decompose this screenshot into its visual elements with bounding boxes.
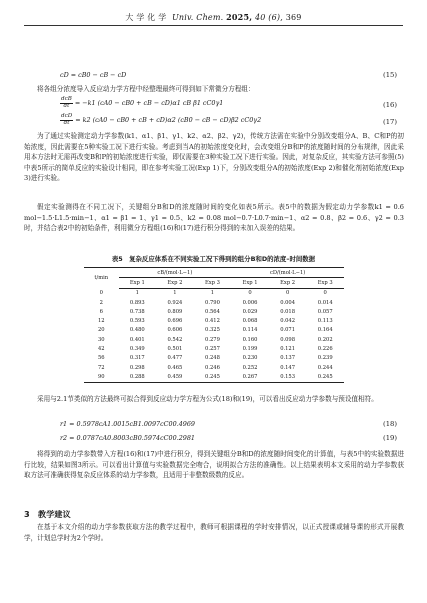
header-rule xyxy=(24,25,403,26)
table-cell: 0.252 xyxy=(242,364,258,371)
table-cell: 0.114 xyxy=(242,327,258,334)
table-row xyxy=(84,288,344,298)
table-cell-time: 90 xyxy=(84,372,119,382)
table-cell: 0.325 xyxy=(205,327,220,334)
section-3-heading: 3 教学建议 xyxy=(24,509,71,519)
table-cell: 0.257 xyxy=(205,346,220,353)
equation-15-number: (15) xyxy=(383,71,397,79)
table-cell: 0.164 xyxy=(317,327,333,334)
table-cell: 0.014 xyxy=(317,299,333,306)
table-row xyxy=(84,372,344,382)
table-cell: 0.246 xyxy=(205,364,220,371)
table-cell: 0.696 xyxy=(167,318,183,325)
table-cell: 0.279 xyxy=(205,336,220,343)
table-cell: 0.160 xyxy=(242,336,258,343)
table-cell: 0.738 xyxy=(129,308,145,315)
equation-19: r2 = 0.0787cA0.8003cB0.5974cC00.2981 xyxy=(60,434,195,442)
equation-16-lhs: $\frac{\text{dcB}}{dt}$ xyxy=(61,96,72,109)
table-cell: 0 xyxy=(323,290,327,297)
equation-17 xyxy=(60,114,261,126)
table-cell: 0.809 xyxy=(167,308,183,315)
equation-17-lhs: $\frac{\text{dcD}}{dt}$ xyxy=(61,113,73,126)
table-cell-time: 20 xyxy=(97,327,105,334)
table-5 xyxy=(84,267,344,383)
column-header-d-exp1: Exp 1 xyxy=(231,278,269,288)
column-header-time: t/min xyxy=(84,268,119,289)
table-cell: 0.239 xyxy=(317,355,333,362)
table-cell: 0.349 xyxy=(129,346,145,353)
table-cell: 0.121 xyxy=(280,346,296,353)
table-cell: 0.226 xyxy=(317,346,333,353)
equation-16-number: (16) xyxy=(383,101,397,109)
equation-16 xyxy=(60,97,223,109)
table-cell: 0.199 xyxy=(242,346,258,353)
equation-19-number: (19) xyxy=(383,434,397,442)
equation-17-rhs: = k2 (cA0 − cB0 + cB + cD)α2 (cB0 − cB − cD)β2 cC0γ2 xyxy=(75,116,262,125)
table-row xyxy=(84,316,344,325)
paragraph-experiment-design: 为了通过实验测定动力学参数(k1、α1、β1、γ1、k2、α2、β2、γ2)，传统方法需在实验中分别改变组分A、B、C和P的初始浓度，因此需要在5种实验工况下进行实验。考虑到当A的初始浓度变化时，会改变组分B和P的浓度随时间的分布规律，因此采用本方法时无需再改变B和P的初始浓度进行实验，即仅需要在3种实验工况下进行实验。因此，对复杂反应，其实验方法可参照(5)中表5所示的简单反应的实验设计相同，即在参考实验工况(Exp 1)下，分别改变组分A的初始浓度(Exp 2)和催化剂初始浓度(Exp 3)进行实验。 xyxy=(24,132,404,183)
table-cell: 0.018 xyxy=(280,308,296,315)
equation-15: cD = cB0 − cB − cD xyxy=(60,71,127,79)
equation-18: r1 = 0.5978cA1.0015cB1.0097cC00.4969 xyxy=(60,420,195,428)
table-5-caption: 表5 复杂反应体系在不同实验工况下得到的组分B和D的浓度–时间数据 xyxy=(111,255,316,263)
table-cell: 0.230 xyxy=(242,355,258,362)
table-cell: 0.288 xyxy=(119,372,157,382)
column-header-d-exp2: Exp 2 xyxy=(269,278,307,288)
column-group-d: cD/(mol·L−1) xyxy=(231,268,344,278)
table-cell: 0.113 xyxy=(317,318,333,325)
table-row xyxy=(84,298,344,307)
table-cell: 0.893 xyxy=(129,299,145,306)
journal-volume: 40 (6), xyxy=(254,13,283,22)
paragraph-fit-result: 采用与2.1节类似的方法最终可拟合得到反应动力学方程为公式(18)和(19)，可以看出反应动力学参数与预设值相符。 xyxy=(37,395,378,403)
table-5-body xyxy=(84,288,344,382)
journal-year: 2025, xyxy=(226,12,253,22)
table-cell-time: 6 xyxy=(99,308,103,315)
table-cell: 1 xyxy=(210,290,215,297)
table-cell: 1 xyxy=(135,290,139,297)
table-cell-time: 56 xyxy=(97,355,105,362)
table-cell: 0.298 xyxy=(129,364,145,371)
table-cell: 0.071 xyxy=(280,327,296,334)
table-cell: 0.029 xyxy=(242,308,258,315)
table-cell: 0.412 xyxy=(205,318,220,325)
table-cell: 0.501 xyxy=(167,346,183,353)
table-cell: 0.401 xyxy=(129,336,145,343)
table-cell: 0.153 xyxy=(269,372,307,382)
table-cell: 0.042 xyxy=(280,318,296,325)
table-cell: 0.790 xyxy=(205,299,220,306)
table-cell: 0.098 xyxy=(280,336,296,343)
table-cell: 1 xyxy=(173,290,177,297)
paragraph-intro: 将各组分浓度导入反应动力学方程中经整理最终可得到如下常微分方程组： xyxy=(37,85,255,93)
paragraph-teaching-suggestion: 在基于本文介绍的动力学参数获取方法的教学过程中，教师可根据课程的学时安排情况，以正式授课或辅导课的形式开展教学，计划总学时为2个学时。 xyxy=(24,523,404,542)
column-group-b: cB/(mol·L−1) xyxy=(119,268,232,278)
table-row xyxy=(84,326,344,335)
table-cell: 0.248 xyxy=(205,355,220,362)
table-row xyxy=(84,344,344,353)
table-cell: 0.057 xyxy=(317,308,333,315)
table-cell-time: 72 xyxy=(97,364,105,371)
table-row xyxy=(84,307,344,316)
equation-16-rhs: = −k1 (cA0 − cB0 + cB − cD)α1 cB β1 cC0γ1 xyxy=(74,99,224,108)
table-cell: 0.147 xyxy=(280,364,296,371)
table-cell: 0.477 xyxy=(167,355,183,362)
table-cell: 0.564 xyxy=(205,308,220,315)
table-cell: 0.245 xyxy=(194,372,232,382)
table-cell: 0.244 xyxy=(317,364,333,371)
table-cell: 0.480 xyxy=(129,327,145,334)
paragraph-assumed-data: 假定实验测得在不同工况下，关键组分B和D的浓度随时间的变化如表5所示。表5中的数据为假定动力学参数k1 = 0.6 mol−1.5·L1.5·min−1、α1 = β1 = 1、γ1 = 0.5、k2 = 0.08 mol−0.7·L0.7·min−1、α2 = 0.8、β2 = 0.6、γ2 = 0.3时，并结合表2中的初始条件，利用微分方程组(16)和(17)进行积分得到的未加入误差的结果。 xyxy=(24,203,404,233)
table-cell: 0.459 xyxy=(156,372,194,382)
journal-page: 369 xyxy=(285,13,302,22)
table-cell: 0.137 xyxy=(280,355,296,362)
column-header-b-exp2: Exp 2 xyxy=(156,278,194,288)
table-cell: 0 xyxy=(248,290,252,297)
table-cell: 0.004 xyxy=(280,299,296,306)
equation-18-number: (18) xyxy=(383,420,397,428)
table-cell: 0.006 xyxy=(242,299,258,306)
table-cell-time: 30 xyxy=(97,336,105,343)
table-cell: 0 xyxy=(285,290,290,297)
column-header-b-exp1: Exp 1 xyxy=(119,278,157,288)
table-cell: 0.267 xyxy=(231,372,269,382)
table-cell: 0.465 xyxy=(167,364,183,371)
table-cell: 0.924 xyxy=(167,299,183,306)
equation-17-number: (17) xyxy=(383,118,397,126)
column-header-b-exp3: Exp 3 xyxy=(194,278,232,288)
table-cell: 0.202 xyxy=(317,336,333,343)
table-row xyxy=(84,335,344,344)
journal-name-cn: 大 学 化 学 xyxy=(125,13,167,22)
table-cell: 0.593 xyxy=(129,318,145,325)
table-cell: 0.245 xyxy=(306,372,344,382)
column-header-d-exp3: Exp 3 xyxy=(306,278,344,288)
running-header xyxy=(0,12,427,23)
table-cell-time: 0 xyxy=(99,289,103,296)
table-row xyxy=(84,363,344,372)
table-cell-time: 2 xyxy=(99,299,103,306)
table-cell-time: 42 xyxy=(97,346,105,353)
journal-name-en: Univ. Chem. xyxy=(171,13,224,22)
table-cell: 0.068 xyxy=(242,318,258,325)
table-cell: 0.606 xyxy=(167,327,183,334)
table-cell: 0.317 xyxy=(129,355,145,362)
paragraph-validation: 将得到的动力学参数带入方程(16)和(17)中进行积分，得到关键组分B和D的浓度随时间变化的计算值，与表5中的实验数据进行比较，结果如图3所示。可以看出计算值与实验数据完全吻合，说明拟合方法的准确性。以上结果表明本文采用的动力学参数获取方法可准确获得复杂反应体系的动力学参数，且适用于非整数级数的反应。 xyxy=(24,450,404,480)
table-cell-time: 12 xyxy=(97,318,105,325)
table-row xyxy=(84,354,344,363)
table-cell: 0.542 xyxy=(167,336,183,343)
